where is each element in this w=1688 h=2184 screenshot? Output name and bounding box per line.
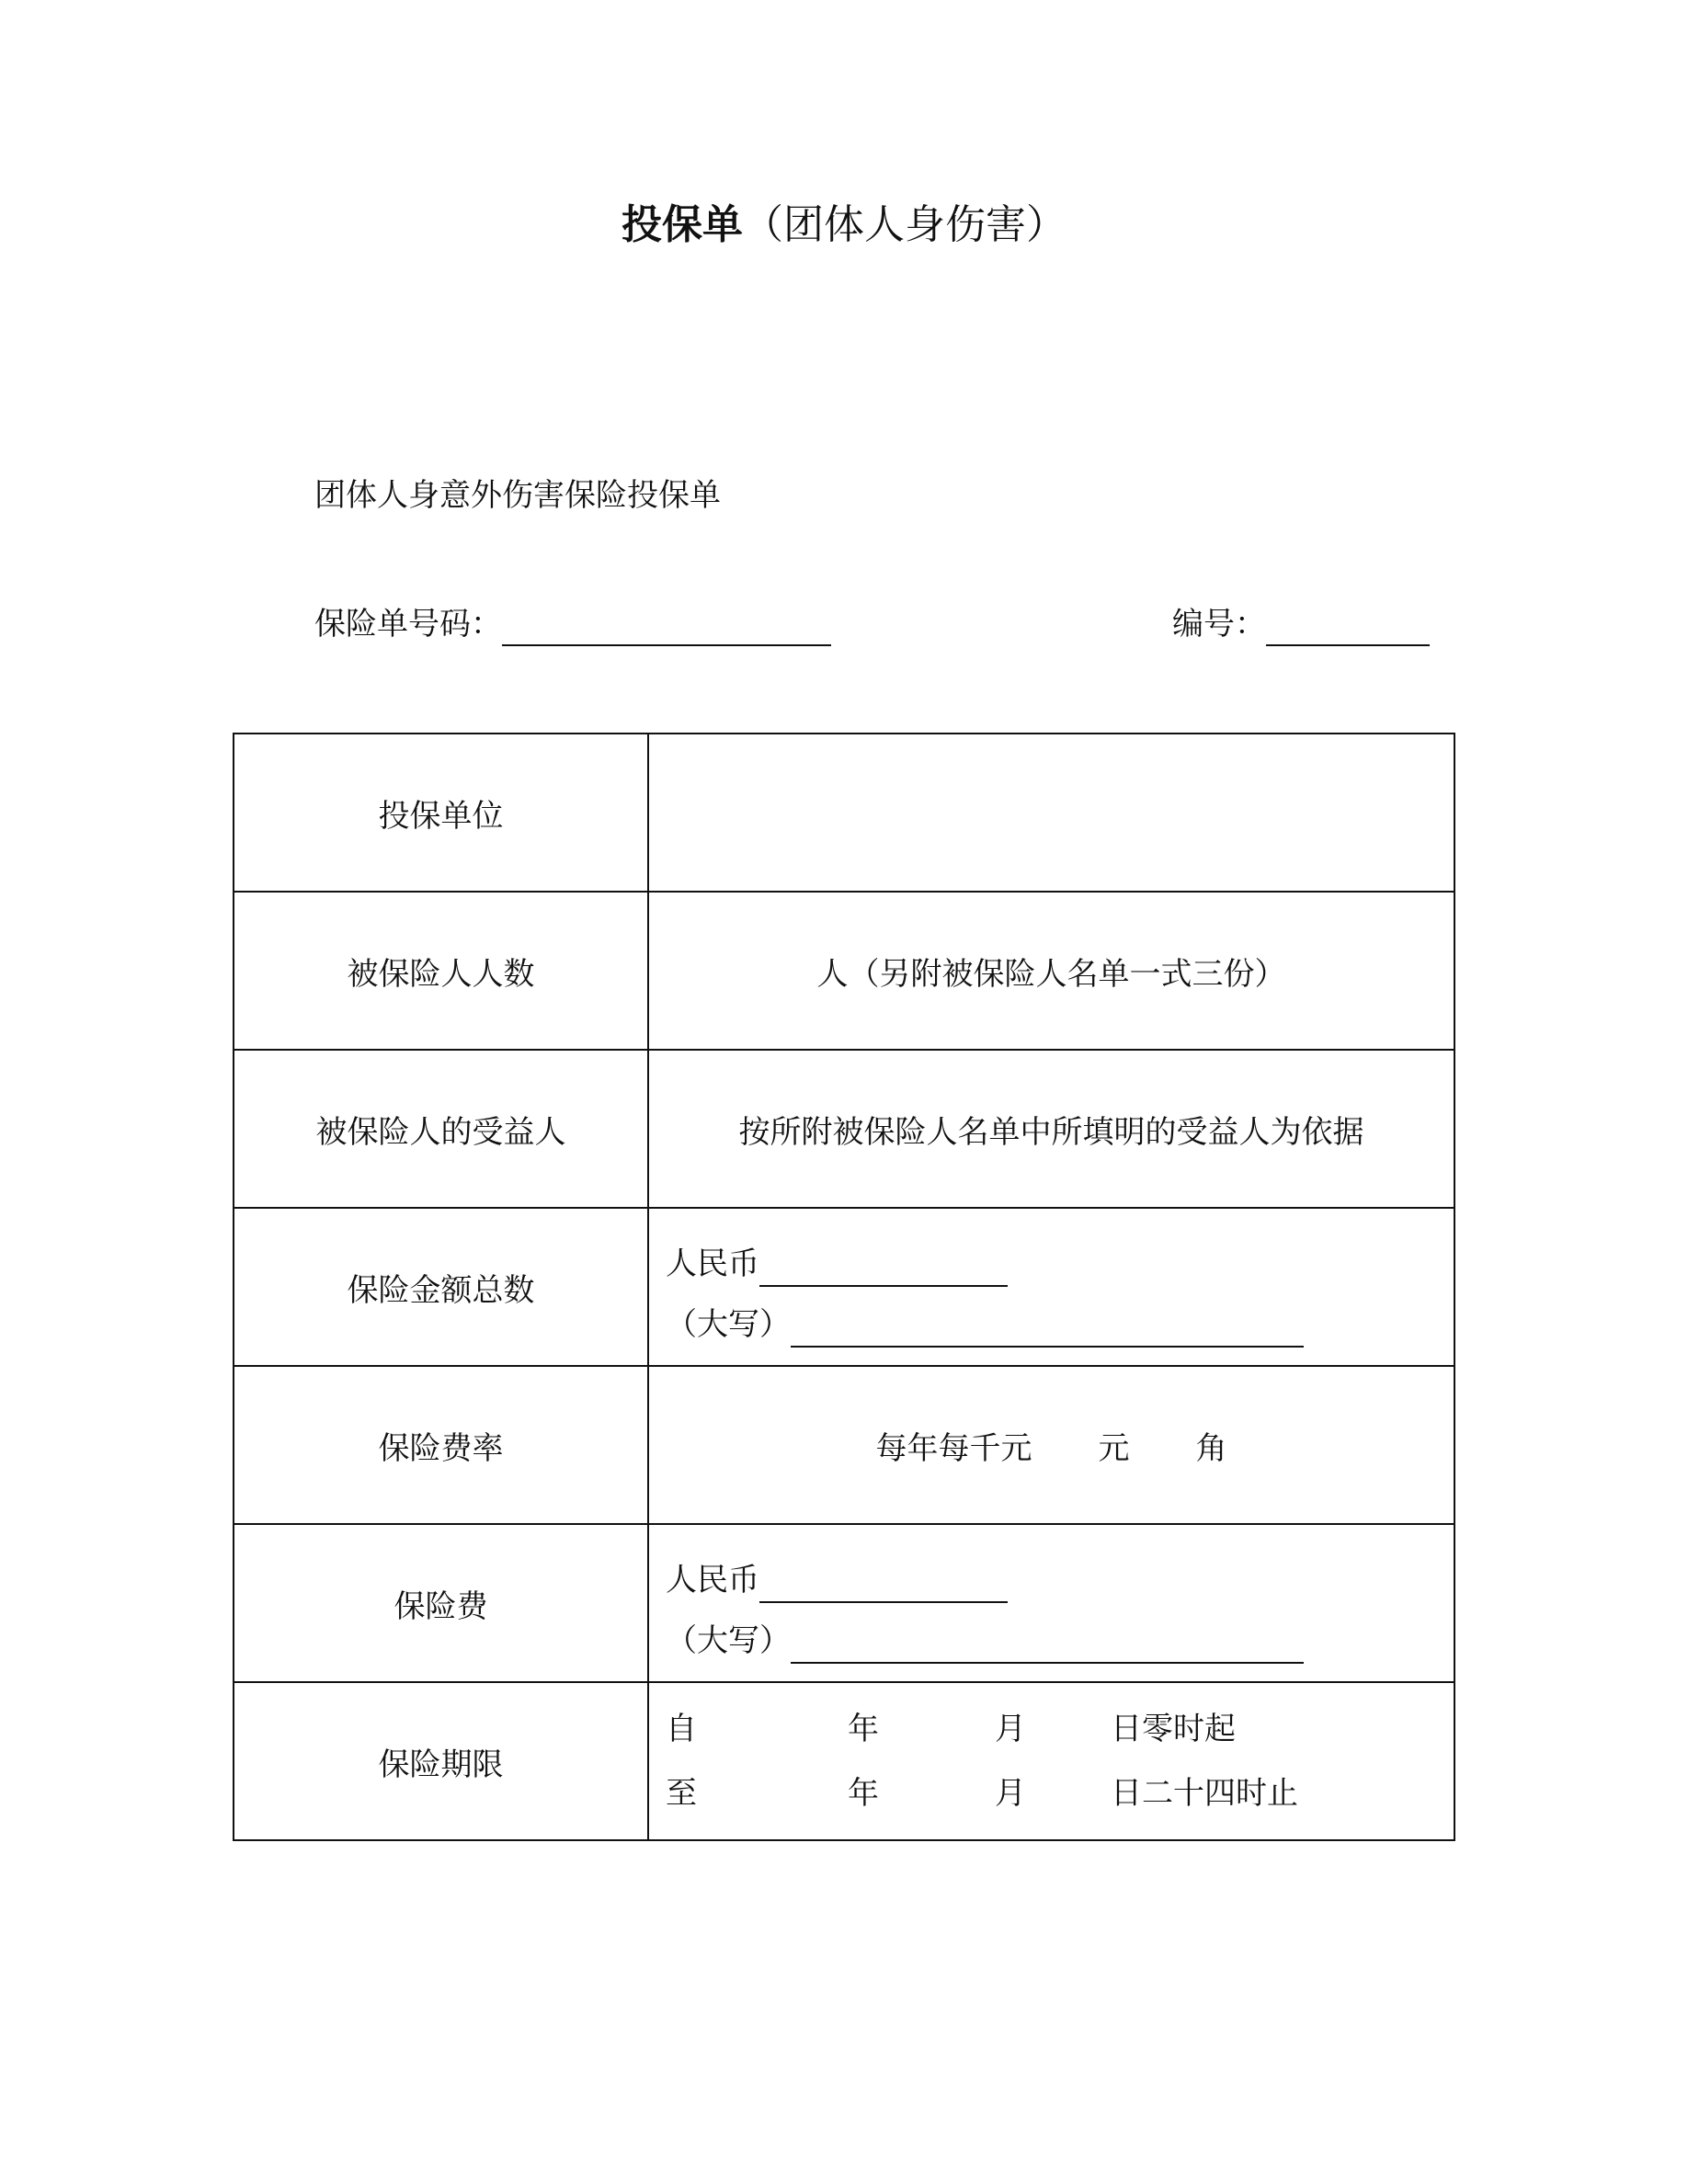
beneficiary-label: 被保险人的受益人 [234, 1050, 648, 1208]
insured-count-label: 被保险人人数 [234, 892, 648, 1050]
sum-insured-rmb-line [666, 1226, 1454, 1287]
page-title [0, 198, 1688, 253]
policy-number-field[interactable] [502, 609, 831, 646]
period-start-prefix: 自 [666, 1711, 697, 1747]
table-row [234, 1524, 1454, 1682]
insured-count-field[interactable]: 人（另附被保险人名单一式三份） [648, 892, 1454, 1050]
policy-number-label: 保险单号码： [314, 606, 502, 643]
serial-number-row [1172, 602, 1430, 646]
application-form-table [233, 733, 1455, 1841]
applicant-unit-field[interactable] [648, 734, 1454, 892]
sum-insured-words-line [666, 1287, 1454, 1348]
table-row [234, 892, 1454, 1050]
premium-words-field[interactable] [791, 1625, 1304, 1664]
serial-number-field[interactable] [1266, 609, 1430, 646]
premium-rate-yuan: 元 [1098, 1429, 1130, 1467]
policy-number-row [314, 602, 831, 646]
premium-label: 保险费 [234, 1524, 648, 1682]
table-row [234, 1208, 1454, 1366]
period-start-line [666, 1697, 1454, 1761]
period-end-line [666, 1761, 1454, 1826]
premium-rate-field[interactable] [648, 1366, 1454, 1524]
period-start-day: 日零时起 [1111, 1711, 1236, 1747]
title-subtext: （团体人身伤害） [743, 201, 1066, 248]
period-start-year: 年 [848, 1711, 879, 1747]
sum-insured-words-field[interactable] [791, 1309, 1304, 1348]
table-row [234, 1050, 1454, 1208]
period-end-prefix: 至 [666, 1775, 697, 1812]
period-end-day: 日二十四时止 [1111, 1775, 1298, 1812]
insurance-period-label: 保险期限 [234, 1682, 648, 1840]
table-row [234, 1366, 1454, 1524]
premium-rate-text-per-thousand: 每年每千元 [875, 1429, 1032, 1467]
sum-insured-words-label: （大写） [666, 1306, 791, 1343]
table-row [234, 734, 1454, 892]
beneficiary-value: 按所附被保险人名单中所填明的受益人为依据 [648, 1050, 1454, 1208]
premium-cell [648, 1524, 1454, 1682]
period-end-year: 年 [848, 1775, 879, 1812]
premium-rmb-line [666, 1542, 1454, 1603]
premium-words-line [666, 1603, 1454, 1664]
sum-insured-cell [648, 1208, 1454, 1366]
sum-insured-rmb-label: 人民币 [666, 1246, 759, 1282]
premium-rate-jiao: 角 [1195, 1429, 1227, 1467]
title-main: 投保单 [622, 201, 743, 248]
premium-rmb-field[interactable] [759, 1564, 1008, 1603]
premium-rmb-label: 人民币 [666, 1562, 759, 1598]
premium-words-label: （大写） [666, 1622, 791, 1659]
form-subtitle: 团体人身意外伤害保险投保单 [314, 477, 721, 514]
sum-insured-rmb-field[interactable] [759, 1248, 1008, 1287]
serial-number-label: 编号： [1172, 606, 1266, 643]
period-end-month: 月 [995, 1775, 1026, 1812]
period-start-month: 月 [995, 1711, 1026, 1747]
sum-insured-label: 保险金额总数 [234, 1208, 648, 1366]
applicant-unit-label: 投保单位 [234, 734, 648, 892]
insurance-period-cell[interactable] [648, 1682, 1454, 1840]
table-row [234, 1682, 1454, 1840]
premium-rate-label: 保险费率 [234, 1366, 648, 1524]
